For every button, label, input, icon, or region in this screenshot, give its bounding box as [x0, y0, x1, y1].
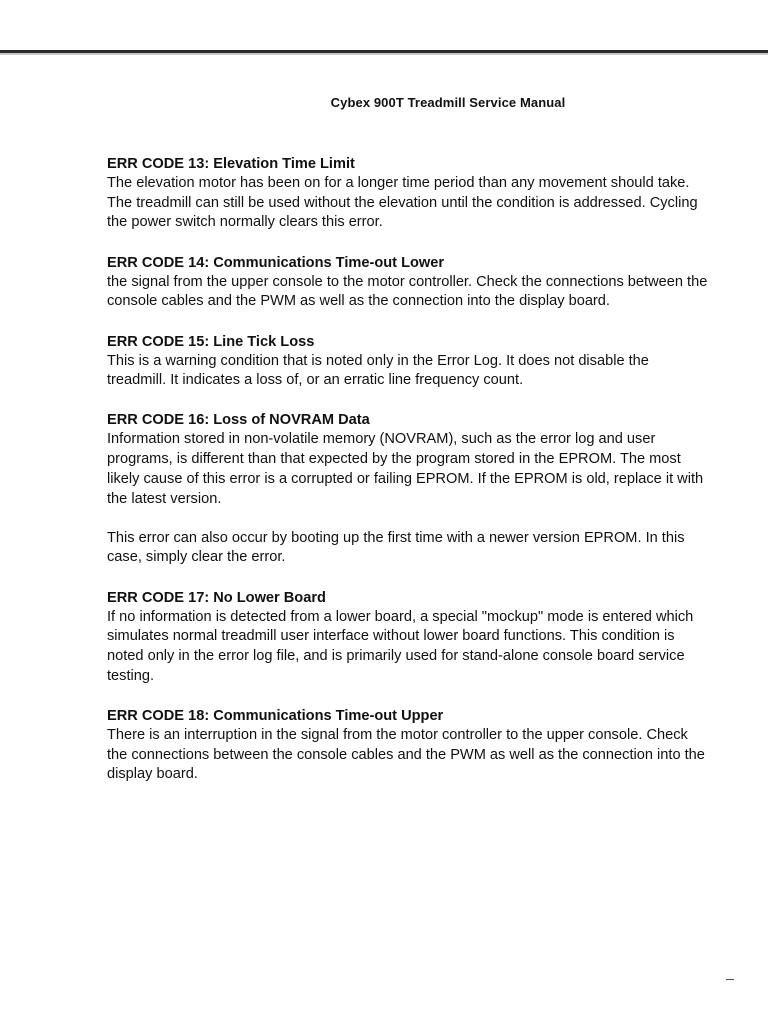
body-line: treadmill. It indicates a loss of, or an erratic line frequency count.	[107, 372, 524, 389]
body-line: likely cause of this error is a corrupted or failing EPROM. If the EPROM is old, replace it with	[107, 470, 704, 487]
body-line: case, simply clear the error.	[107, 549, 286, 566]
body-line: simulates normal treadmill user interface without lower board functions. This condition is	[107, 628, 675, 645]
section-err-18	[107, 706, 768, 785]
body-line: Information stored in non-volatile memory (NOVRAM), such as the error log and user	[107, 431, 656, 448]
err-code-heading: ERR CODE 16: Loss of NOVRAM Data	[107, 412, 370, 429]
section-err-17	[107, 588, 768, 687]
body-line: There is an interruption in the signal from the motor controller to the upper console. Check	[107, 726, 688, 743]
err-code-heading: ERR CODE 17: No Lower Board	[107, 589, 326, 606]
page-mark	[726, 979, 734, 980]
section-err-16-note	[107, 529, 768, 568]
page-title: Cybex 900T Treadmill Service Manual	[330, 95, 566, 110]
body-line: console cables and the PWM as well as the connection into the display board.	[107, 293, 610, 310]
err-code-heading: ERR CODE 13: Elevation Time Limit	[107, 156, 355, 172]
err-code-heading: ERR CODE 14: Communications Time-out Lower	[107, 254, 445, 271]
document-body	[107, 154, 768, 805]
section-err-13	[107, 154, 768, 233]
section-err-14	[107, 253, 768, 312]
body-line: noted only in the error log file, and is primarily used for stand-alone console board service	[107, 648, 685, 665]
body-line: the latest version.	[107, 490, 222, 507]
body-line: the power switch normally clears this error.	[107, 214, 383, 231]
body-line: the connections between the console cables and the PWM as well as the connection into the	[107, 746, 705, 763]
body-line: This is a warning condition that is noted only in the Error Log. It does not disable the	[107, 352, 649, 369]
section-err-16	[107, 410, 768, 509]
body-line: programs, is different than that expected by the program stored in the EPROM. The most	[107, 451, 681, 468]
err-code-heading: ERR CODE 15: Line Tick Loss	[107, 333, 315, 350]
body-line: display board.	[107, 766, 198, 783]
body-line: The treadmill can still be used without the elevation until the condition is addressed. Cycling	[107, 194, 698, 211]
body-line: This error can also occur by booting up the first time with a newer version EPROM. In this	[107, 529, 685, 546]
body-line: The elevation motor has been on for a longer time period than any movement should take.	[107, 175, 690, 191]
body-line: If no information is detected from a lower board, a special "mockup" mode is entered which	[107, 608, 694, 625]
err-code-heading: ERR CODE 18: Communications Time-out Upper	[107, 707, 444, 724]
body-line: the signal from the upper console to the motor controller. Check the connections between the	[107, 273, 708, 290]
section-err-15	[107, 332, 768, 391]
body-line: testing.	[107, 667, 155, 684]
top-rule-shadow	[0, 53, 768, 55]
